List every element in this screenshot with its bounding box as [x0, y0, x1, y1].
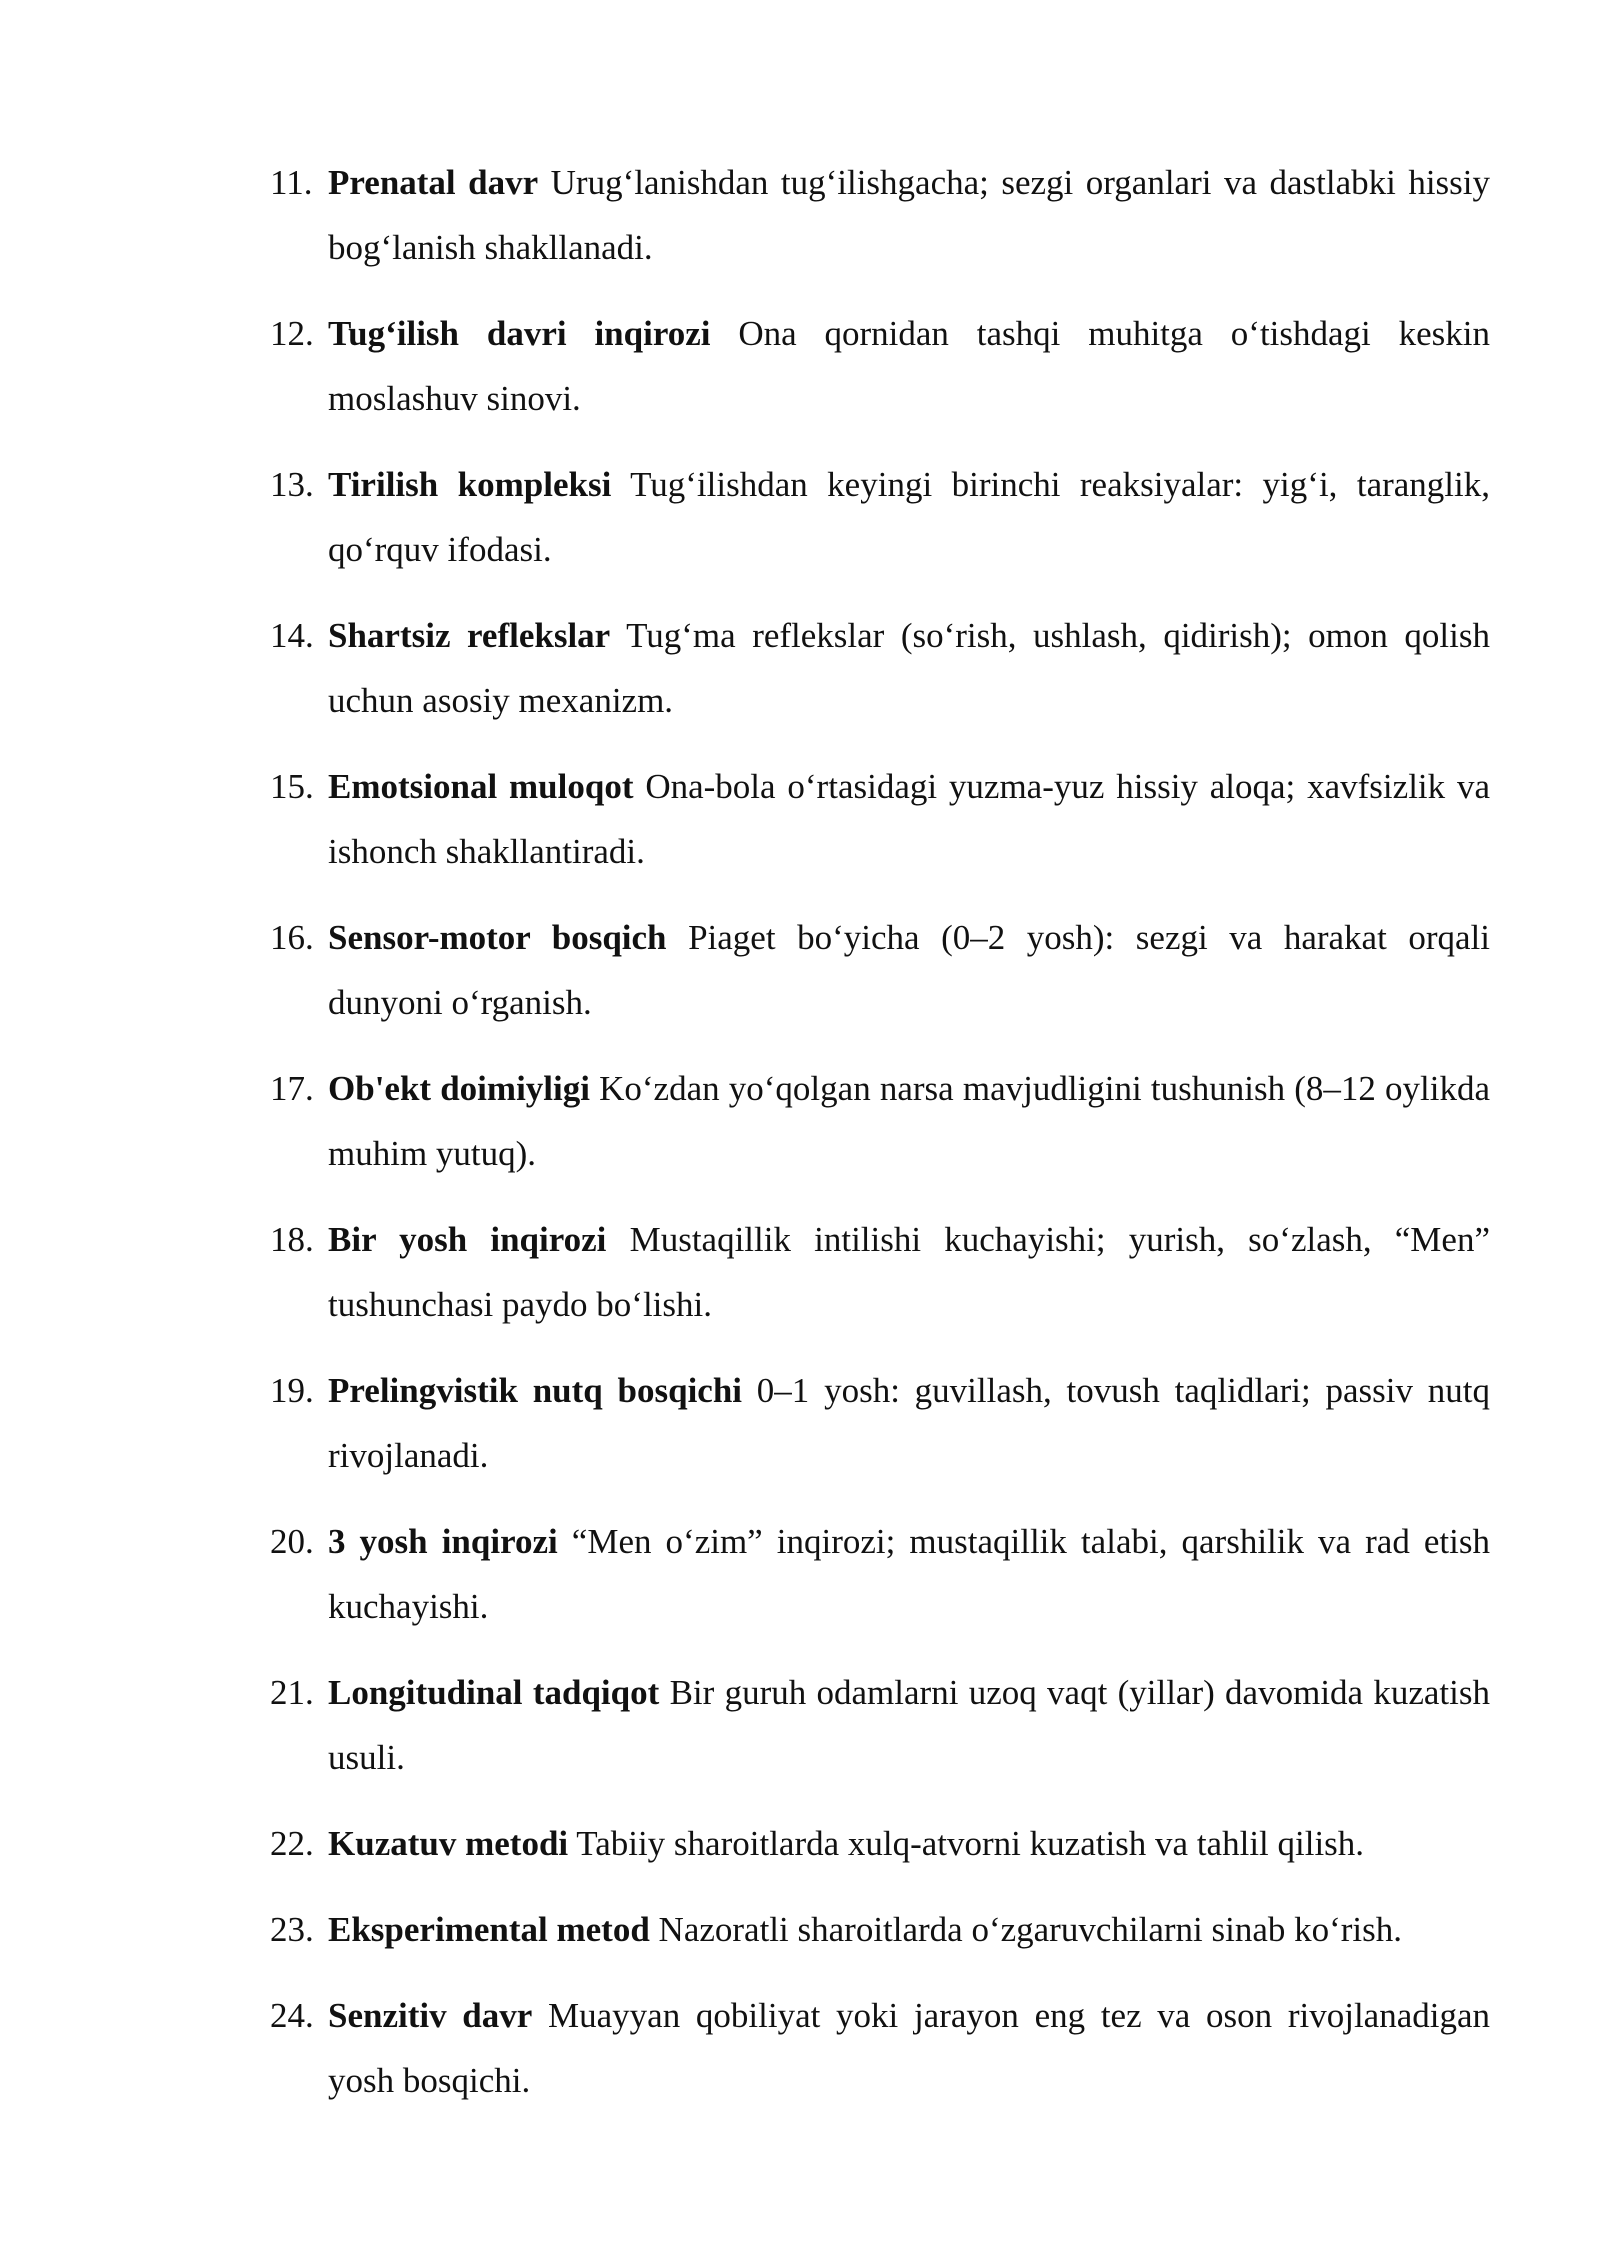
item-definition: Nazoratli sharoitlarda o‘zgaruvchilarni sinab ko‘rish. [658, 1910, 1403, 1949]
list-item [270, 905, 1490, 1035]
item-term: Emotsional muloqot [328, 767, 634, 806]
item-definition: Ona qornidan tashqi muhitga o‘tishdagi keskin moslashuv sinovi. [328, 314, 1490, 418]
item-term: Prelingvistik nutq bosqichi [328, 1371, 743, 1410]
item-definition: Tug‘ilishdan keyingi birinchi reaksiyalar: yig‘i, taranglik, qo‘rquv ifodasi. [328, 465, 1490, 569]
item-definition: “Men o‘zim” inqirozi; mustaqillik talabi, qarshilik va rad etish kuchayishi. [328, 1522, 1490, 1626]
list-item [270, 1358, 1490, 1488]
item-number: 22. [270, 1824, 314, 1863]
list-item [270, 452, 1490, 582]
item-term: Tug‘ilish davri inqirozi [328, 314, 711, 353]
item-definition: Ko‘zdan yo‘qolgan narsa mavjudligini tushunish (8–12 oylikda muhim yutuq). [328, 1069, 1491, 1173]
item-number: 19. [270, 1371, 314, 1410]
item-number: 11. [270, 163, 313, 202]
item-number: 23. [270, 1910, 314, 1949]
item-number: 16. [270, 918, 314, 957]
item-term: Prenatal davr [328, 163, 539, 202]
list-item [270, 1897, 1490, 1962]
item-term: 3 yosh inqirozi [328, 1522, 558, 1561]
item-term: Tirilish kompleksi [328, 465, 612, 504]
list-item [270, 1660, 1490, 1790]
item-definition: Urug‘lanishdan tug‘ilishgacha; sezgi organlari va dastlabki hissiy bog‘lanish shakllanadi. [328, 163, 1491, 267]
list-item [270, 1056, 1490, 1186]
list-item [270, 301, 1490, 431]
item-term: Kuzatuv metodi [328, 1824, 569, 1863]
item-number: 15. [270, 767, 314, 806]
item-term: Eksperimental metod [328, 1910, 650, 1949]
item-definition: 0–1 yosh: guvillash, tovush taqlidlari; passiv nutq rivojlanadi. [328, 1371, 1490, 1475]
list-item [270, 754, 1490, 884]
list-item [270, 1509, 1490, 1639]
item-number: 12. [270, 314, 314, 353]
item-term: Longitudinal tadqiqot [328, 1673, 660, 1712]
item-number: 18. [270, 1220, 314, 1259]
item-definition: Mustaqillik intilishi kuchayishi; yurish, so‘zlash, “Men” tushunchasi paydo bo‘lishi. [328, 1220, 1490, 1324]
item-term: Shartsiz reflekslar [328, 616, 611, 655]
item-term: Sensor-motor bosqich [328, 918, 667, 957]
item-number: 24. [270, 1996, 314, 2035]
list-item [270, 1983, 1490, 2113]
item-definition: Muayyan qobiliyat yoki jarayon eng tez va oson rivojlanadigan yosh bosqichi. [328, 1996, 1491, 2100]
item-number: 13. [270, 465, 314, 504]
list-item [270, 150, 1490, 280]
item-number: 14. [270, 616, 314, 655]
item-number: 20. [270, 1522, 314, 1561]
item-definition: Piaget bo‘yicha (0–2 yosh): sezgi va harakat orqali dunyoni o‘rganish. [328, 918, 1490, 1022]
item-term: Bir yosh inqirozi [328, 1220, 607, 1259]
item-number: 17. [270, 1069, 314, 1108]
item-definition: Tug‘ma reflekslar (so‘rish, ushlash, qidirish); omon qolish uchun asosiy mexanizm. [328, 616, 1490, 720]
item-term: Senzitiv davr [328, 1996, 533, 2035]
list-item [270, 603, 1490, 733]
list-item [270, 1207, 1490, 1337]
list-item [270, 1811, 1490, 1876]
item-definition: Tabiiy sharoitlarda xulq-atvorni kuzatish va tahlil qilish. [576, 1824, 1365, 1863]
item-definition: Ona-bola o‘rtasidagi yuzma-yuz hissiy aloqa; xavfsizlik va ishonch shakllantiradi. [328, 767, 1491, 871]
item-number: 21. [270, 1673, 314, 1712]
item-term: Ob'ekt doimiyligi [328, 1069, 590, 1108]
item-definition: Bir guruh odamlarni uzoq vaqt (yillar) davomida kuzatish usuli. [328, 1673, 1491, 1777]
glossary-list [270, 150, 1490, 2134]
